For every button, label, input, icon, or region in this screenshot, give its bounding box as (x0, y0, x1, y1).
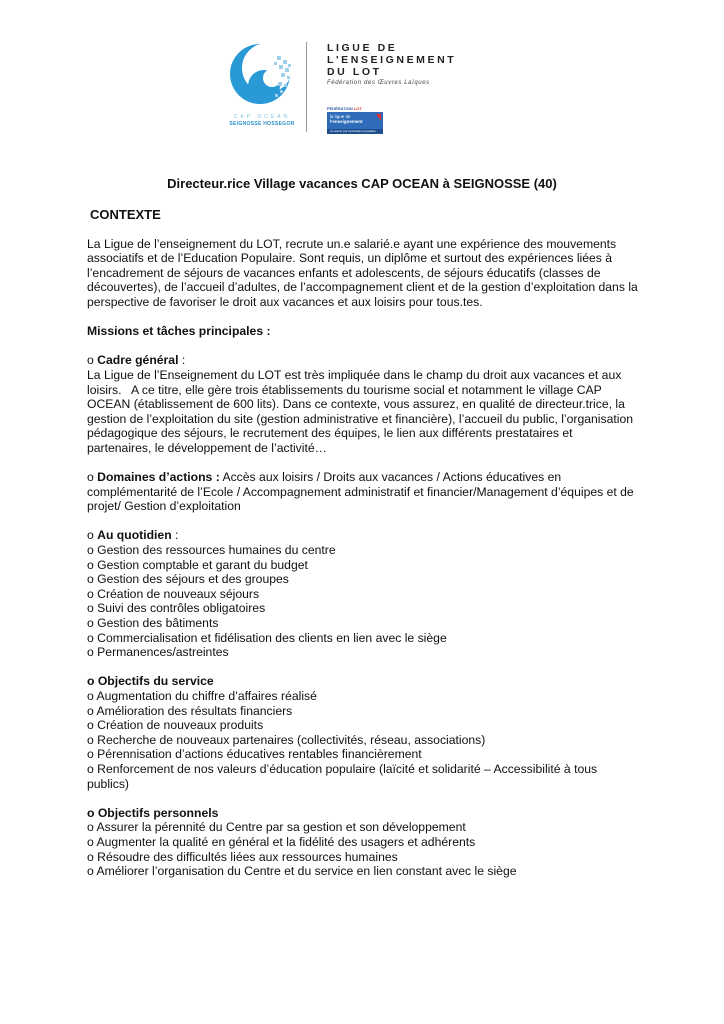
list-item: o Gestion des séjours et des groupes (87, 572, 289, 587)
section-label: Au quotidien (97, 528, 172, 543)
list-item: o Gestion comptable et garant du budget (87, 557, 308, 572)
ligue-title-line: LIGUE DE (327, 42, 398, 54)
list-item: o Amélioration des résultats financiers (87, 703, 293, 718)
document-body (87, 208, 647, 879)
text-line: La Ligue de l’Enseignement du LOT est très impliquée dans le champ du droit aux vacances et aux (87, 367, 622, 382)
text-line: gestion de l’exploitation du site (gestion administrative et financière), l’accueil du public, l’organisation (87, 411, 634, 426)
section-suffix: : (171, 528, 179, 543)
cap-ocean-logo-text: CAP OCEAN (233, 114, 291, 120)
document-title: Directeur.rice Village vacances CAP OCEAN à SEIGNOSSE (40) (167, 176, 557, 191)
cap-ocean-logo-subtext: SEIGNOSSE HOSSEGOR (229, 121, 295, 127)
list-item: o Création de nouveaux séjours (87, 586, 260, 601)
text-line: projet/ Gestion d’exploitation (87, 499, 241, 514)
federation-lot-text: LOT (353, 106, 362, 111)
text-line: OCEAN (établissement de 600 lits). Dans ce contexte, vous assurez, en qualité de directeur.trice, la (87, 397, 625, 412)
section-heading: o Objectifs du service (87, 674, 214, 689)
list-item: o Augmenter la qualité en général et la fidélité des usagers et adhérents (87, 834, 476, 849)
objectifs-service-section (87, 674, 647, 791)
ligue-title-line: DU LOT (327, 66, 382, 78)
list-item: o Suivi des contrôles obligatoires (87, 601, 266, 616)
list-item: o Assurer la pérennité du Centre par sa gestion et son développement (87, 820, 466, 835)
text-line: associatifs et de l’Education Populaire. Sont requis, un diplôme et surtout des expériences liées à (87, 251, 613, 266)
logo-divider (306, 42, 307, 132)
ligue-logo-title (327, 42, 456, 78)
list-item: o Recherche de nouveaux partenaires (collectivités, réseau, associations) (87, 732, 486, 747)
objectifs-personnels-section (87, 806, 647, 879)
bullet: o (87, 528, 98, 543)
section-label: Domaines d’actions : (97, 470, 220, 485)
list-item: o Pérennisation d’actions éducatives rentables financièrement (87, 747, 422, 762)
bullet: o (87, 353, 98, 368)
section-heading (87, 528, 647, 543)
ligue-badge-logo (327, 112, 383, 134)
section-heading (87, 470, 647, 485)
list-item: o Résoudre des difficultés liées aux ressources humaines (87, 849, 398, 864)
text-line: perspective de favoriser le droit aux vacances et aux loisirs pour tous.tes. (87, 294, 483, 309)
section-heading: o Objectifs personnels (87, 805, 219, 820)
text-line: complémentarité de l’Ecole / Accompagnement administratif et financier/Management d’équipes et de (87, 484, 634, 499)
federation-text: FÉDÉRATION (327, 106, 353, 111)
cadre-general-section (87, 353, 647, 455)
ligue-title-line: L'ENSEIGNEMENT (327, 54, 457, 66)
domaines-section (87, 470, 647, 514)
section-label: Cadre général (97, 353, 179, 368)
badge-line: l'enseignement (330, 119, 363, 124)
list-item: publics) (87, 776, 129, 791)
quotidien-section (87, 528, 647, 659)
list-item: o Commercialisation et fidélisation des clients en lien avec le siège (87, 630, 447, 645)
text-line: l’encadrement de séjours de vacances enfants et adolescents, de séjours éducatifs (classes de (87, 265, 601, 280)
text-line: découvertes), de l’accueil d’adultes, de l’accompagnement client et de la gestion d’exploitation dans la (87, 280, 638, 295)
badge-strip: un avenir par l'éducation populaire (327, 129, 383, 134)
ligue-logo-subtitle: Fédération des Œuvres Laïques (327, 80, 430, 86)
badge-line: la ligue de (330, 114, 351, 119)
list-item: o Améliorer l’organisation du Centre et du service en lien constant avec le siège (87, 864, 517, 879)
bullet: o (87, 470, 98, 485)
contexte-paragraph (87, 237, 647, 310)
missions-heading: Missions et tâches principales : (87, 324, 271, 339)
list-item: o Renforcement de nos valeurs d’éducation populaire (laïcité et solidarité – Accessibilité à tous (87, 761, 598, 776)
list-item: o Gestion des bâtiments (87, 616, 219, 631)
list-item: o Création de nouveaux produits (87, 718, 264, 733)
section-suffix: : (178, 353, 186, 368)
contexte-heading: CONTEXTE (90, 207, 161, 222)
text-line: loisirs. A ce titre, elle gère trois établissements du tourisme social et notamment le village CAP (87, 382, 602, 397)
text-line: La Ligue de l’enseignement du LOT, recrute un.e salarié.e ayant une expérience des mouvements (87, 236, 617, 251)
federation-label (327, 106, 362, 111)
document-header (0, 0, 724, 150)
section-text: Accès aux loisirs / Droits aux vacances / Actions éducatives en (219, 470, 562, 485)
text-line: pédagogique des séjours, le recrutement des équipes, le lien aux différents prestataires et (87, 426, 573, 441)
list-item: o Gestion des ressources humaines du centre (87, 543, 336, 558)
badge-flag-icon (376, 114, 381, 121)
list-item: o Permanences/astreintes (87, 645, 229, 660)
list-item: o Augmentation du chiffre d’affaires réalisé (87, 689, 317, 703)
text-line: partenaires, le développement de l’activité… (87, 440, 327, 455)
section-heading (87, 353, 647, 368)
